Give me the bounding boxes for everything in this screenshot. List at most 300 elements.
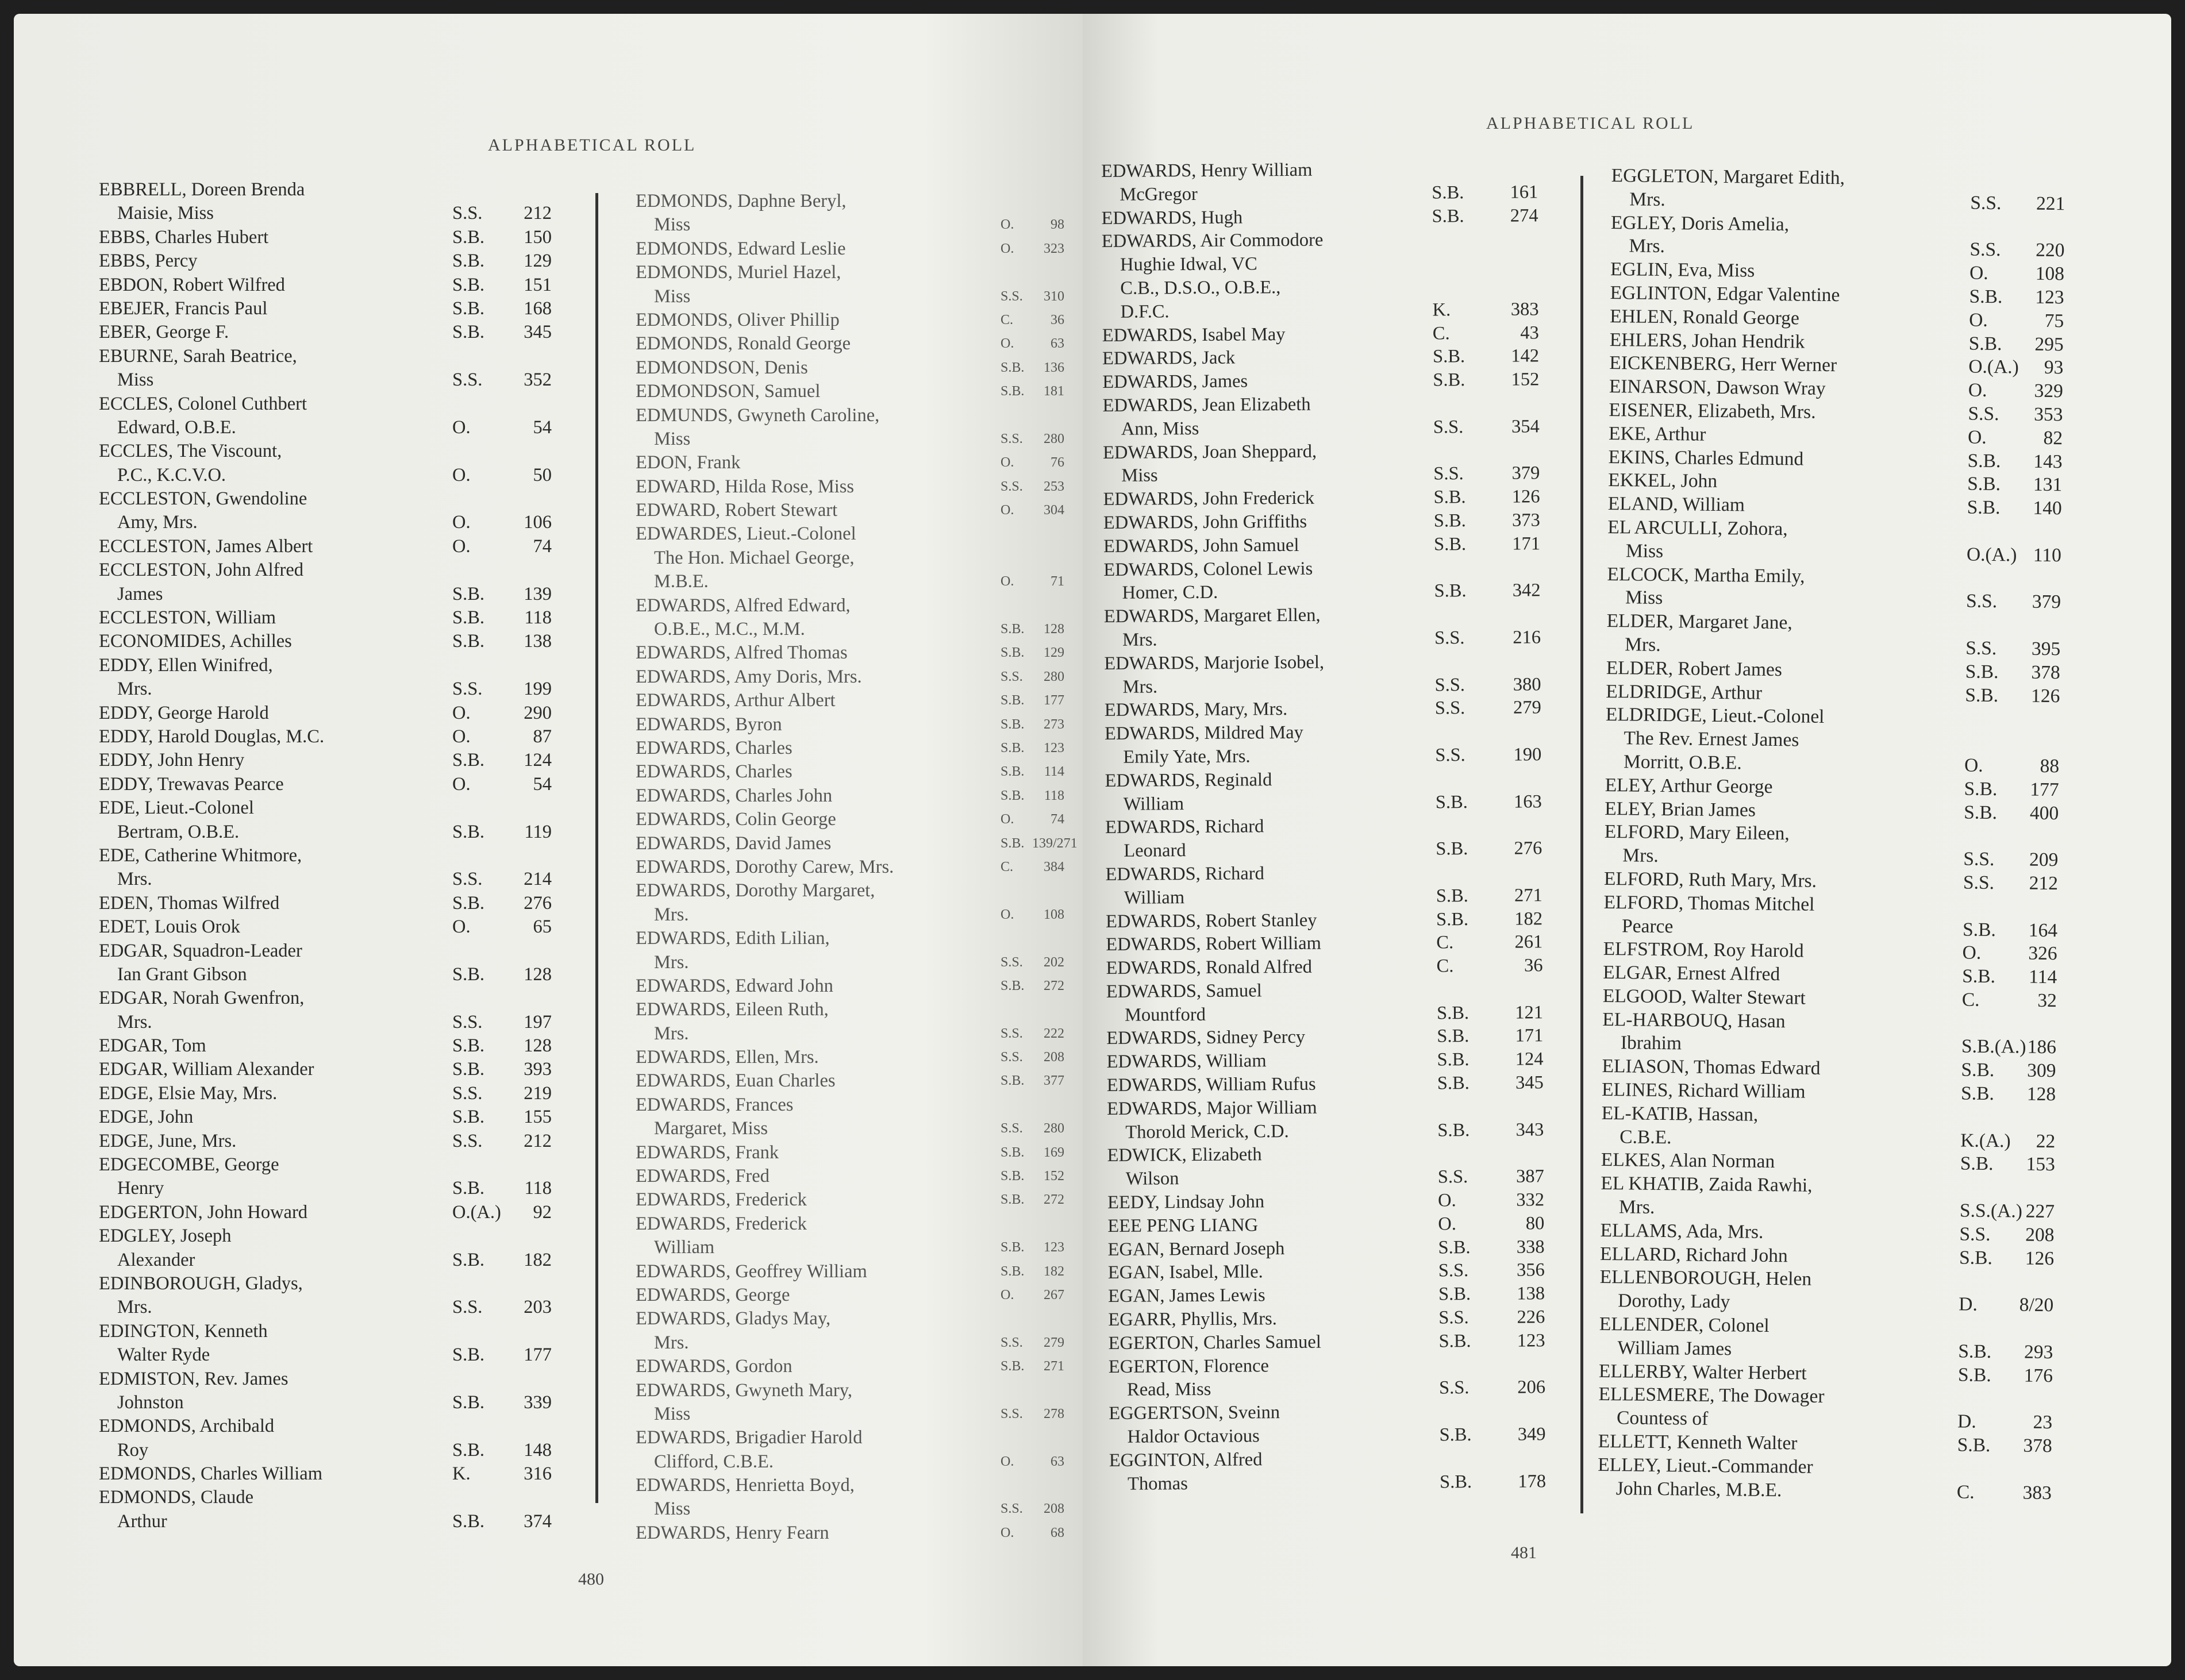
roll-entry <box>636 190 1072 237</box>
roll-entry <box>99 1224 570 1272</box>
award-code: S.B. <box>1001 978 1025 993</box>
entry-name-continued: Pearce <box>1621 915 1674 937</box>
award-code: S.B. <box>1001 622 1025 637</box>
roll-entry <box>99 844 570 892</box>
award-code: S.B. <box>1439 1424 1472 1446</box>
award-code: S.S. <box>1438 1307 1469 1328</box>
page-reference: 143 <box>2033 450 2063 472</box>
award-code: S.S. <box>1434 674 1465 696</box>
award-code: K.(A.) <box>1960 1130 2011 1152</box>
roll-entry <box>636 737 1072 760</box>
entry-name: ELDRIDGE, Lieut.-Colonel <box>1605 704 1825 728</box>
page-reference: 271 <box>1514 885 1542 906</box>
page-reference: 377 <box>1044 1073 1064 1089</box>
entry-name: EDWARDS, Samuel <box>1106 980 1262 1002</box>
roll-entry <box>1108 1305 1556 1332</box>
roll-entry <box>99 321 570 344</box>
entry-name-continued: Amy, Mrs. <box>117 512 198 533</box>
award-code: S.B. <box>452 1059 485 1080</box>
entry-name: EDWARDS, David James <box>636 833 832 854</box>
award-code: S.B. <box>452 274 485 295</box>
entry-name: EDWARDS, Richard <box>1105 816 1264 838</box>
entry-name: EDWARDS, Henry Fearn <box>636 1522 829 1543</box>
award-code: S.B. <box>1001 1240 1025 1255</box>
entry-name-continued: Walter Ryde <box>117 1344 210 1366</box>
entry-name-continued: Wilson <box>1125 1168 1179 1190</box>
award-code: O. <box>1001 241 1014 256</box>
award-code: S.B. <box>1001 1359 1025 1374</box>
award-code: C. <box>1432 322 1450 344</box>
entry-name: EDON, Frank <box>636 452 741 473</box>
page-reference: 150 <box>524 226 552 248</box>
award-code: O. <box>1001 1454 1014 1469</box>
entry-name: EEE PENG LIANG <box>1107 1215 1259 1236</box>
entry-name: EGGLETON, Margaret Edith, <box>1611 164 1845 189</box>
entry-name: EDINGTON, Kenneth <box>99 1320 268 1342</box>
roll-entry <box>99 915 570 939</box>
entry-name: EDMONDS, Oliver Phillip <box>636 309 840 330</box>
right-column-1 <box>1101 157 1557 1496</box>
page-reference: 74 <box>533 535 552 557</box>
award-code: S.B. <box>452 750 485 771</box>
roll-entry <box>636 594 1072 642</box>
page-reference: 293 <box>2024 1341 2053 1363</box>
entry-name: EDWARDS, Dorothy Carew, Mrs. <box>636 856 894 877</box>
entry-name: EDGAR, William Alexander <box>99 1059 314 1080</box>
award-code: S.B. <box>1001 645 1025 661</box>
award-code: S.B. <box>1438 1284 1471 1305</box>
page-reference: 126 <box>2030 685 2060 707</box>
entry-name-continued: William <box>1123 793 1184 815</box>
entry-name: EGGINTON, Alfred <box>1109 1449 1263 1471</box>
award-code: O.(A.) <box>1968 356 2019 378</box>
page-reference: 279 <box>1513 697 1541 718</box>
page-reference: 271 <box>1044 1359 1064 1374</box>
roll-entry <box>1599 1313 2094 1365</box>
roll-entry <box>99 1320 570 1367</box>
award-code: D. <box>1957 1411 1976 1432</box>
page-reference: 74 <box>1051 812 1064 827</box>
award-code: S.B. <box>1962 965 1996 988</box>
roll-entry <box>636 808 1072 831</box>
award-code: S.B. <box>452 1178 485 1199</box>
award-code: O. <box>1969 309 1988 331</box>
award-code: S.B. <box>1965 661 1999 683</box>
page-reference: 126 <box>2025 1247 2055 1269</box>
page-reference: 36 <box>1051 312 1064 327</box>
entry-name-continued: Miss <box>117 369 154 391</box>
roll-entry <box>99 1130 570 1153</box>
roll-entry <box>1604 820 2099 873</box>
entry-name: EDWARDS, Colonel Lewis <box>1103 558 1313 580</box>
entry-name: EGAN, James Lewis <box>1107 1285 1265 1307</box>
award-code: S.B. <box>1964 802 1998 823</box>
page-reference: 383 <box>1510 299 1539 320</box>
page-reference: 182 <box>1514 908 1543 930</box>
page-reference: 124 <box>1515 1049 1544 1070</box>
award-code: S.B. <box>1434 580 1467 602</box>
roll-entry <box>636 641 1072 665</box>
award-code: S.S. <box>452 679 483 700</box>
entry-name: EDGAR, Tom <box>99 1035 206 1057</box>
award-code: S.S. <box>1968 403 1999 425</box>
entry-name: EDWARDS, Ronald Alfred <box>1106 956 1313 979</box>
award-code: S.B. <box>1001 1145 1025 1160</box>
page-reference: 342 <box>1512 580 1541 601</box>
entry-name: EKKEL, John <box>1608 469 1718 492</box>
page-reference: 76 <box>1051 455 1064 471</box>
page-reference: 280 <box>1044 431 1064 446</box>
entry-name: EDWARDS, Robert William <box>1106 933 1321 955</box>
entry-name: EDWARDS, Mary, Mrs. <box>1104 699 1288 721</box>
award-code: S.B. <box>1001 360 1025 375</box>
page-reference: 82 <box>2043 427 2063 449</box>
entry-name-continued: Mrs. <box>1625 634 1661 656</box>
page-reference: 98 <box>1051 217 1064 233</box>
award-code: S.B. <box>1439 1471 1472 1493</box>
roll-entry <box>1599 1266 2094 1318</box>
page-reference: 153 <box>2026 1154 2056 1176</box>
award-code: S.S. <box>452 369 483 391</box>
page-reference: 276 <box>1514 838 1542 859</box>
page-reference: 121 <box>1515 1002 1544 1023</box>
entry-name: EDWARDS, John Frederick <box>1103 487 1315 510</box>
entry-name: EDWARDS, Charles <box>636 761 793 783</box>
page-number-left: 480 <box>578 1570 604 1589</box>
entry-name-continued: Dorothy, Lady <box>1618 1290 1730 1313</box>
entry-name-continued: McGregor <box>1120 183 1198 205</box>
entry-name: EBDON, Robert Wilfred <box>99 274 285 295</box>
award-code: S.B. <box>1001 788 1025 803</box>
entry-name: EDWARDS, Fred <box>636 1166 770 1187</box>
roll-entry <box>1105 814 1553 863</box>
entry-name-continued: Miss <box>1625 587 1663 609</box>
entry-name: EDWARDS, Frank <box>636 1142 779 1163</box>
page-reference: 343 <box>1515 1119 1544 1140</box>
roll-entry <box>636 1379 1072 1427</box>
page-reference: 393 <box>524 1059 552 1080</box>
entry-name: EDWARD, Robert Stewart <box>636 500 838 521</box>
page-reference: 206 <box>1517 1377 1546 1398</box>
entry-name: EGGERTSON, Sveinn <box>1109 1402 1280 1424</box>
page-reference: 276 <box>524 892 552 914</box>
roll-entry <box>636 309 1072 332</box>
award-code: O. <box>452 512 471 533</box>
roll-entry <box>1598 1454 2092 1506</box>
roll-entry <box>99 1082 570 1105</box>
entry-name: EGLEY, Doris Amelia, <box>1610 211 1790 235</box>
entry-name: EDGAR, Norah Gwenfron, <box>99 988 305 1009</box>
entry-name: EDWARDS, Amy Doris, Mrs. <box>636 666 862 687</box>
roll-entry <box>1105 696 1553 723</box>
award-code: S.B. <box>1960 1153 1994 1175</box>
entry-name: ELEY, Arthur George <box>1605 774 1773 797</box>
award-code: S.B. <box>1001 764 1025 780</box>
entry-name: ELLESMERE, The Dowager <box>1598 1384 1825 1408</box>
award-code: S.B. <box>1967 473 2001 495</box>
award-code: S.B. <box>452 322 485 343</box>
roll-entry <box>99 226 570 249</box>
roll-entry <box>1106 931 1554 957</box>
page-reference: 177 <box>524 1344 552 1366</box>
award-code: S.B.(A.) <box>1961 1035 2026 1058</box>
award-code: S.B. <box>1957 1364 1991 1386</box>
award-code: S.B. <box>1437 1119 1470 1141</box>
entry-name: EDGE, Elsie May, Mrs. <box>99 1082 278 1104</box>
entry-name: EGLIN, Eva, Miss <box>1610 259 1755 282</box>
award-code: S.B. <box>452 1035 485 1057</box>
page-reference: 106 <box>524 512 552 533</box>
page-reference: 332 <box>1516 1189 1545 1211</box>
roll-entry <box>1105 860 1553 910</box>
award-code: S.B. <box>1958 1340 1992 1362</box>
page-reference: 373 <box>1511 510 1540 531</box>
entry-name-continued: Margaret, Miss <box>654 1118 768 1139</box>
entry-name: ELCOCK, Martha Emily, <box>1607 563 1805 587</box>
roll-entry <box>636 237 1072 261</box>
page-reference: 345 <box>1515 1072 1544 1093</box>
page-reference: 181 <box>1044 384 1064 399</box>
entry-name: EDWARDS, Edith Lilian, <box>636 928 830 949</box>
entry-name: EDDY, George Harold <box>99 702 269 723</box>
award-code: O. <box>1964 754 1983 776</box>
award-code: S.B. <box>1965 684 1999 706</box>
page-reference: 119 <box>524 821 552 842</box>
award-code: S.S. <box>1001 954 1023 970</box>
entry-name-continued: Miss <box>654 1403 691 1424</box>
entry-name: ELINES, Richard William <box>1601 1078 1806 1103</box>
left-column-2 <box>636 190 1078 1545</box>
page-reference: 220 <box>2036 240 2065 261</box>
right-page <box>1083 14 2171 1666</box>
entry-name: ELGAR, Ernest Alfred <box>1603 962 1780 985</box>
entry-name-continued: C.B.E. <box>1619 1126 1672 1148</box>
page-reference: 208 <box>1044 1501 1064 1517</box>
entry-name: EDDY, John Henry <box>99 750 245 771</box>
entry-name: EDMONDS, Edward Leslie <box>636 238 846 259</box>
roll-entry <box>1102 391 1551 441</box>
page-reference: 171 <box>1512 533 1541 554</box>
entry-name: EGLINTON, Edgar Valentine <box>1610 282 1840 306</box>
award-code: S.B. <box>452 1107 485 1128</box>
entry-name: EL KHATIB, Zaida Rawhi, <box>1601 1173 1813 1197</box>
entry-name: EDWARDS, Air Commodore <box>1101 230 1324 252</box>
roll-entry <box>99 535 570 558</box>
page-reference: 50 <box>533 464 552 485</box>
entry-name-continued: Miss <box>1121 465 1158 487</box>
entry-name: ELLEY, Lieut.-Commander <box>1598 1454 1813 1478</box>
award-code: S.B. <box>452 251 485 272</box>
entry-name: EDWARD, Hilda Rose, Miss <box>636 476 855 497</box>
entry-name-continued: William <box>654 1237 715 1258</box>
page-reference: 161 <box>1510 182 1538 203</box>
award-code: S.S. <box>1959 1223 1991 1245</box>
award-code: C. <box>1001 312 1014 327</box>
entry-name: EDWARDS, Joan Sheppard, <box>1103 441 1317 463</box>
page-reference: 63 <box>1051 1454 1064 1469</box>
entry-name-continued: M.B.E. <box>654 571 709 592</box>
left-column-1 <box>99 178 570 1533</box>
page-reference: 345 <box>524 322 552 343</box>
roll-entry <box>1601 1172 2095 1224</box>
award-code: S.S. <box>1434 627 1465 649</box>
roll-entry <box>1607 563 2102 615</box>
entry-name: EDWARDS, Brigadier Harold <box>636 1427 863 1448</box>
entry-name-continued: James <box>117 583 163 604</box>
award-code: S.S. <box>1001 1406 1023 1421</box>
entry-name: EGERTON, Florence <box>1108 1355 1269 1377</box>
entry-name: EKINS, Charles Edmund <box>1608 446 1804 470</box>
roll-entry <box>99 1415 570 1462</box>
award-code: S.S. <box>1437 1166 1468 1188</box>
entry-name: EDWARDS, Reginald <box>1105 769 1272 791</box>
entry-name-continued: The Hon. Michael George, <box>654 547 855 568</box>
page-reference: 379 <box>1511 463 1540 484</box>
entry-name: ECCLESTON, James Albert <box>99 535 313 557</box>
page-reference: 128 <box>524 1035 552 1057</box>
entry-name-continued: D.F.C. <box>1120 301 1170 322</box>
entry-name-continued: The Rev. Ernest James <box>1624 727 1799 751</box>
page-reference: 164 <box>2028 919 2058 941</box>
page-reference: 199 <box>524 679 552 700</box>
page-reference: 36 <box>1524 955 1543 976</box>
roll-entry <box>1105 719 1553 769</box>
entry-name: EDWARDS, Richard <box>1105 863 1264 885</box>
page-reference: 32 <box>2037 989 2057 1012</box>
page-reference: 374 <box>524 1511 552 1532</box>
roll-entry <box>1108 1282 1556 1308</box>
entry-name: ELDER, Margaret Jane, <box>1606 610 1792 634</box>
roll-entry <box>99 297 570 321</box>
page-reference: 136 <box>1044 360 1064 375</box>
page-reference: 349 <box>1517 1424 1546 1445</box>
page-reference: 353 <box>2034 403 2063 426</box>
roll-entry <box>99 630 570 653</box>
entry-name: ECCLESTON, John Alfred <box>99 560 303 581</box>
roll-entry <box>1106 977 1555 1027</box>
page-reference: 171 <box>1515 1025 1544 1047</box>
roll-entry <box>1102 321 1551 348</box>
award-code: O. <box>1001 455 1014 471</box>
award-code: S.B. <box>1438 1330 1471 1352</box>
entry-name-continued: Ann, Miss <box>1121 418 1199 440</box>
award-code: S.B. <box>1437 1049 1470 1070</box>
page-reference: 114 <box>1044 764 1064 780</box>
entry-name: EDWARDS, Major William <box>1106 1097 1317 1119</box>
roll-entry <box>1102 228 1551 324</box>
entry-name: ECCLES, Colonel Cuthbert <box>99 393 307 414</box>
award-code: O. <box>1001 574 1014 589</box>
entry-name: EDGE, June, Mrs. <box>99 1130 237 1151</box>
award-code: S.B. <box>1959 1247 1993 1269</box>
page-reference: 279 <box>1044 1335 1064 1350</box>
page-reference: 75 <box>2044 310 2064 332</box>
page-reference: 203 <box>524 1297 552 1318</box>
award-code: S.S. <box>452 869 483 890</box>
page-reference: 108 <box>1044 907 1064 922</box>
entry-name-continued: Maisie, Miss <box>117 203 214 224</box>
roll-entry <box>99 987 570 1034</box>
roll-entry <box>99 654 570 702</box>
page-reference: 140 <box>2033 497 2062 519</box>
roll-entry <box>99 702 570 725</box>
award-code: S.B. <box>452 1439 485 1461</box>
entry-name: ECCLESTON, Gwendoline <box>99 488 307 510</box>
roll-entry <box>1108 1329 1556 1355</box>
award-code: S.B. <box>1001 835 1025 851</box>
award-code: S.S. <box>1438 1377 1470 1398</box>
roll-entry <box>1106 954 1554 980</box>
entry-name-continued: William James <box>1617 1337 1732 1360</box>
award-code: S.B. <box>452 298 485 319</box>
page-reference: 383 <box>2022 1482 2052 1504</box>
entry-name: EISENER, Elizabeth, Mrs. <box>1609 399 1816 423</box>
roll-entry <box>636 760 1072 784</box>
award-code: S.B. <box>1437 1026 1470 1047</box>
award-code: S.S. <box>452 203 483 224</box>
award-code: S.S. <box>1001 1501 1023 1517</box>
page-reference: 118 <box>524 1178 552 1199</box>
page-reference: 379 <box>2032 591 2061 613</box>
award-code: S.B. <box>452 583 485 604</box>
roll-entry <box>636 713 1072 737</box>
page-reference: 326 <box>2028 942 2057 965</box>
award-code: S.S. <box>452 1011 483 1032</box>
roll-entry <box>99 773 570 796</box>
entry-name: EDGERTON, John Howard <box>99 1201 308 1223</box>
entry-name: EEDY, Lindsay John <box>1107 1191 1265 1213</box>
entry-name: EBBS, Charles Hubert <box>99 226 269 248</box>
roll-entry <box>636 1165 1072 1188</box>
entry-name: EDWARDS, Geoffrey William <box>636 1261 867 1282</box>
entry-name: EDWARDS, Ellen, Mrs. <box>636 1047 819 1068</box>
entry-name: EBER, George F. <box>99 322 229 343</box>
entry-name: ELLENDER, Colonel <box>1599 1313 1769 1337</box>
roll-entry <box>99 1272 570 1320</box>
page-reference: 65 <box>533 916 552 938</box>
award-code: S.B. <box>1436 885 1468 907</box>
entry-name: EDWARDS, Byron <box>636 714 782 735</box>
award-code: S.B. <box>452 607 485 629</box>
award-code: S.S. <box>1435 745 1465 766</box>
roll-entry <box>1107 1235 1556 1262</box>
entry-name-continued: Hughie Idwal, VC <box>1120 253 1257 275</box>
page-reference: 278 <box>1044 1406 1064 1421</box>
roll-entry <box>99 1153 570 1201</box>
entry-name: EDWARDS, Gwyneth Mary, <box>636 1380 853 1401</box>
award-code: S.B. <box>1435 791 1468 812</box>
entry-name-continued: Mountford <box>1124 1004 1206 1026</box>
award-code: S.B. <box>1001 1169 1025 1184</box>
page-reference: 309 <box>2027 1059 2056 1082</box>
entry-name: EDWARDS, Henrietta Boyd, <box>636 1475 855 1496</box>
roll-entry <box>99 1034 570 1058</box>
entry-name: EDWARDS, James <box>1102 371 1248 393</box>
entry-name: EDMONDS, Ronald George <box>636 333 851 355</box>
entry-name-continued: Ibrahim <box>1620 1032 1682 1054</box>
entry-name-continued: Miss <box>654 428 691 449</box>
roll-entry <box>1103 508 1552 535</box>
page-reference: 226 <box>1517 1307 1545 1328</box>
award-code: S.S. <box>1963 848 1995 870</box>
award-code: D. <box>1959 1293 1978 1316</box>
award-code: S.S. <box>1969 238 2001 261</box>
award-code: S.B. <box>1001 1073 1025 1089</box>
award-code: S.B. <box>1432 205 1464 227</box>
entry-name-continued: Mrs. <box>654 904 689 925</box>
roll-entry <box>636 522 1072 594</box>
page-reference: 129 <box>524 251 552 272</box>
